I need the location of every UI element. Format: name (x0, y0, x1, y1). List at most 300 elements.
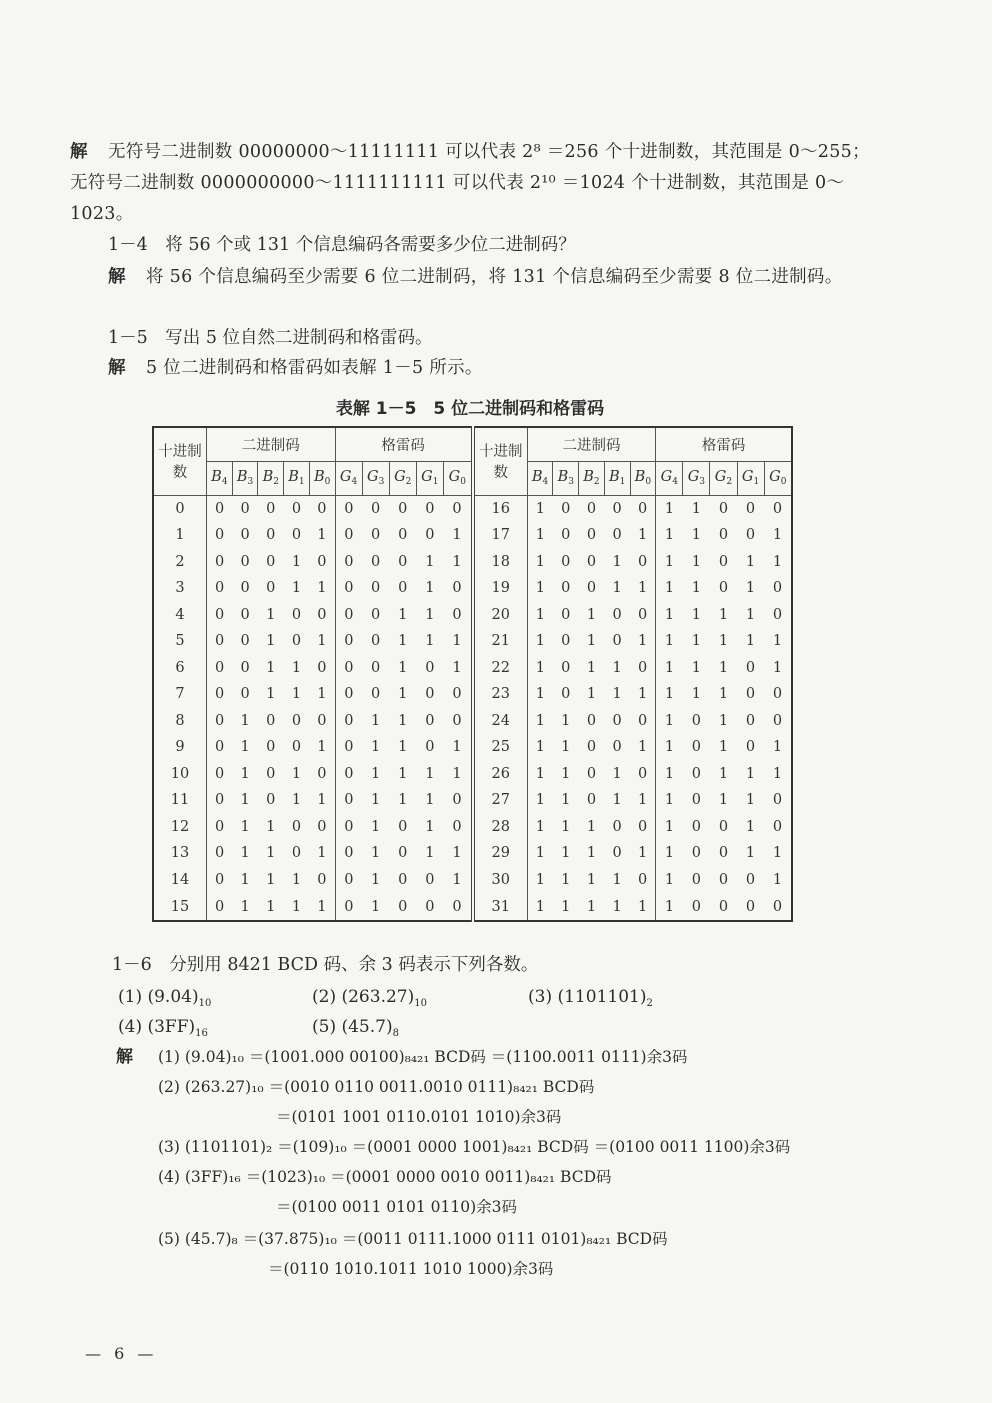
binary-bit-cell: 0 (240, 633, 250, 650)
decimal-cell: 26 (473, 761, 528, 788)
binary-bit-cell: 0 (291, 500, 302, 517)
gray-bit-cell: 0 (425, 739, 435, 756)
binary-bit-cell: 0 (207, 761, 233, 788)
binary-bit-cell: 1 (266, 871, 276, 888)
gray-bit-cell: 0 (718, 500, 729, 517)
binary-bit-cell: 0 (586, 500, 597, 517)
bit-subscript: 1 (432, 477, 439, 487)
table-row (153, 840, 792, 867)
binary-bit-cell: 1 (527, 761, 553, 788)
bit-subscript: 3 (247, 477, 254, 487)
binary-bit-cell: 0 (207, 867, 233, 894)
binary-bit-cell: 1 (638, 739, 648, 756)
gray-bit-cell: 1 (772, 765, 783, 782)
gray-bit-cell: 0 (335, 814, 362, 841)
gray-bit-cell: 0 (691, 765, 701, 782)
binary-bit-cell: 1 (612, 553, 622, 570)
gray-bit-cell: 1 (718, 765, 729, 782)
binary-bit-cell: 0 (266, 739, 276, 756)
binary-bit-cell: 1 (527, 655, 553, 682)
header-decimal-left (153, 427, 207, 495)
gray-bit-cell: 1 (656, 628, 683, 655)
binary-bit-cell: 0 (240, 659, 250, 676)
gray-bit-cell: 1 (452, 553, 462, 570)
bin-bit-header (207, 461, 233, 495)
bit-letter: G (339, 469, 352, 485)
gray-bit-cell: 1 (425, 792, 435, 809)
gray-bit-cell: 1 (371, 871, 381, 888)
gray-bit-cell: 0 (425, 659, 435, 676)
gray-bit-cell: 1 (745, 606, 756, 623)
binary-bit-cell: 0 (561, 606, 571, 623)
bit-subscript: 1 (753, 477, 760, 487)
binary-bit-cell: 1 (527, 734, 553, 761)
gray-bit-cell: 1 (656, 814, 683, 841)
binary-bit-cell: 1 (561, 792, 571, 809)
decimal-cell: 25 (473, 734, 528, 761)
gray-bit-cell: 1 (398, 606, 408, 623)
binary-bit-cell: 1 (586, 659, 597, 676)
binary-bit-cell: 0 (586, 712, 597, 729)
gray-bit-cell: 1 (656, 655, 683, 682)
gray-bit-cell: 0 (335, 575, 362, 602)
answer-text: 5 位二进制码和格雷码如表解 1－5 所示。 (146, 358, 483, 378)
binary-bit-cell: 0 (586, 580, 597, 597)
table-row (153, 787, 792, 814)
gray-bit-cell: 0 (335, 681, 362, 708)
gray-bit-cell: 0 (398, 898, 408, 915)
gray-bit-cell: 1 (745, 553, 756, 570)
binary-bit-cell: 1 (527, 893, 553, 921)
binary-bit-cell: 0 (586, 792, 597, 809)
binary-bit-cell: 1 (527, 522, 553, 549)
binary-bit-cell: 0 (207, 734, 233, 761)
gray-bit-cell: 1 (656, 602, 683, 629)
decimal-cell: 29 (473, 840, 528, 867)
table-row (153, 628, 792, 655)
gray-bit-cell: 1 (371, 818, 381, 835)
decimal-cell: 10 (170, 765, 190, 782)
gray-bit-cell: 1 (371, 712, 381, 729)
decimal-cell: 30 (473, 867, 528, 894)
binary-bit-cell: 1 (527, 628, 553, 655)
gray-bit-cell: 0 (772, 898, 783, 915)
q16-item-sub: 2 (646, 998, 653, 1009)
bit-letter: G (660, 469, 673, 485)
bit-subscript: 4 (221, 477, 228, 487)
gray-bit-cell: 0 (452, 580, 462, 597)
bit-letter: B (583, 469, 594, 485)
gray-bit-cell: 0 (691, 898, 701, 915)
bit-letter: B (262, 469, 274, 485)
gray-bit-cell: 1 (371, 765, 381, 782)
gray-bit-cell: 1 (452, 765, 462, 782)
gray-bit-cell: 0 (371, 500, 381, 517)
binary-bit-cell: 1 (266, 898, 276, 915)
gray-bit-cell: 0 (452, 500, 462, 517)
bit-letter: B (634, 469, 646, 485)
gray-bit-cell: 0 (745, 500, 756, 517)
bit-subscript: 2 (726, 477, 733, 487)
gray-bit-cell: 1 (718, 792, 729, 809)
gray-bit-cell: 0 (425, 871, 435, 888)
gray-bit-header (443, 461, 472, 495)
gray-bit-cell: 0 (425, 527, 435, 544)
binary-bit-cell: 0 (561, 659, 571, 676)
gray-bit-cell: 0 (452, 792, 462, 809)
header-decimal-label: 十进制数 (478, 444, 523, 482)
binary-bit-cell: 1 (266, 633, 276, 650)
binary-bit-cell: 0 (612, 606, 622, 623)
gray-bit-cell: 1 (772, 739, 783, 756)
gray-bit-cell: 0 (335, 787, 362, 814)
bit-subscript: 0 (324, 477, 331, 487)
gray-bit-cell: 1 (452, 659, 462, 676)
gray-bit-cell: 0 (718, 845, 729, 862)
gray-bit-cell: 1 (745, 580, 756, 597)
bit-subscript: 2 (273, 477, 279, 487)
gray-bit-cell: 1 (398, 792, 408, 809)
binary-bit-cell: 0 (207, 522, 233, 549)
a16-line-8: ＝(0110 1010.1011 1010 1000)余3码 (268, 1260, 554, 1278)
gray-bit-cell: 0 (398, 500, 408, 517)
binary-bit-cell: 1 (638, 580, 648, 597)
binary-bit-cell: 1 (317, 739, 327, 756)
decimal-cell: 6 (175, 659, 185, 676)
bit-subscript: 4 (542, 477, 549, 487)
binary-bit-cell: 1 (612, 659, 622, 676)
gray-bit-cell: 0 (371, 686, 381, 703)
binary-bit-cell: 1 (561, 765, 571, 782)
bit-subscript: 4 (351, 477, 358, 487)
binary-bit-cell: 1 (638, 792, 648, 809)
gray-bit-cell: 0 (335, 761, 362, 788)
gray-bit-cell: 0 (425, 898, 435, 915)
bit-letter: B (557, 469, 569, 485)
code-table (152, 426, 793, 922)
binary-bit-cell: 0 (561, 500, 571, 517)
binary-bit-cell: 0 (612, 500, 622, 517)
binary-bit-cell: 0 (561, 633, 571, 650)
q16-item-text: (2) (263.27) (312, 987, 415, 1007)
q16-item-sub: 10 (198, 998, 212, 1009)
table-row (153, 893, 792, 921)
answer-text: 无符号二进制数 00000000～11111111 可以代表 2⁸ ＝256 个十进制数，其范围是 0～255；无符号二进制数 0000000000～1111111111 可以代表 2¹⁰ ＝1024 个十进制数，其范围是 0～1023。 (70, 142, 870, 224)
binary-bit-cell: 1 (561, 871, 571, 888)
decimal-cell: 21 (473, 628, 528, 655)
binary-bit-cell: 0 (207, 787, 233, 814)
gray-bit-cell: 0 (745, 659, 756, 676)
gray-bit-cell: 1 (425, 633, 435, 650)
binary-bit-cell: 0 (612, 712, 622, 729)
gray-bit-cell: 0 (335, 840, 362, 867)
gray-bit-cell: 1 (371, 792, 381, 809)
gray-bit-cell: 0 (745, 712, 756, 729)
gray-bit-cell: 1 (772, 553, 783, 570)
binary-bit-cell: 0 (291, 739, 302, 756)
gray-bit-cell: 0 (772, 686, 783, 703)
gray-bit-cell: 1 (691, 686, 701, 703)
gray-bit-cell: 0 (745, 527, 756, 544)
bin-bit-header (232, 461, 258, 495)
gray-bit-cell: 0 (691, 739, 701, 756)
binary-bit-cell: 1 (240, 818, 250, 835)
answer-text: 将 56 个信息编码至少需要 6 位二进制码，将 131 个信息编码至少需要 8 位二进制码。 (146, 267, 843, 287)
gray-bit-cell: 0 (425, 712, 435, 729)
binary-bit-cell: 1 (527, 575, 553, 602)
decimal-cell: 19 (473, 575, 528, 602)
binary-bit-cell: 0 (291, 633, 302, 650)
binary-bit-cell: 1 (291, 686, 302, 703)
binary-bit-cell: 0 (207, 602, 233, 629)
binary-bit-cell: 1 (586, 871, 597, 888)
binary-bit-cell: 1 (291, 580, 302, 597)
decimal-cell: 1 (175, 527, 185, 544)
gray-bit-cell: 0 (335, 867, 362, 894)
gray-bit-cell: 1 (656, 840, 683, 867)
binary-bit-cell: 0 (638, 818, 648, 835)
bit-subscript: 3 (699, 477, 706, 487)
bit-subscript: 0 (780, 477, 787, 487)
binary-bit-cell: 1 (586, 633, 597, 650)
binary-bit-cell: 0 (561, 553, 571, 570)
binary-bit-cell: 0 (317, 765, 327, 782)
binary-bit-cell: 1 (527, 549, 553, 576)
bit-letter: B (211, 469, 222, 485)
gray-bit-cell: 1 (452, 845, 462, 862)
binary-bit-cell: 0 (266, 792, 276, 809)
binary-bit-cell: 1 (291, 765, 302, 782)
binary-bit-cell: 1 (612, 898, 622, 915)
gray-bit-cell: 1 (425, 553, 435, 570)
header-binary-right (527, 427, 656, 461)
gray-bit-cell: 1 (691, 633, 701, 650)
decimal-cell: 23 (473, 681, 528, 708)
binary-bit-cell: 0 (612, 527, 622, 544)
binary-bit-cell: 1 (561, 898, 571, 915)
binary-bit-cell: 0 (240, 527, 250, 544)
binary-bit-cell: 0 (638, 871, 648, 888)
gray-bit-cell: 1 (398, 739, 408, 756)
bit-subscript: 4 (672, 477, 678, 487)
binary-bit-cell: 1 (240, 792, 250, 809)
question-1-5: 1－5 写出 5 位自然二进制码和格雷码。 (108, 328, 433, 348)
decimal-cell: 5 (175, 633, 185, 650)
binary-bit-cell: 1 (240, 845, 250, 862)
table-body (153, 495, 792, 921)
table-row (153, 522, 792, 549)
header-binary-left (207, 427, 336, 461)
gray-bit-cell: 1 (718, 739, 729, 756)
gray-bit-header (683, 461, 710, 495)
gray-bit-header (764, 461, 792, 495)
a16-line-5: (4) (3FF)₁₆ ＝(1023)₁₀ ＝(0001 0000 0010 0011)₈₄₂₁ BCD码 (158, 1168, 612, 1186)
gray-bit-cell: 1 (452, 633, 462, 650)
gray-bit-cell: 0 (772, 500, 783, 517)
binary-bit-cell: 0 (586, 553, 597, 570)
bin-bit-header (258, 461, 284, 495)
binary-bit-cell: 1 (561, 712, 571, 729)
binary-bit-cell: 0 (317, 712, 327, 729)
gray-bit-cell: 0 (691, 845, 701, 862)
gray-bit-cell: 1 (656, 734, 683, 761)
binary-bit-cell: 0 (612, 633, 622, 650)
binary-bit-cell: 0 (240, 553, 250, 570)
binary-bit-cell: 1 (586, 898, 597, 915)
bit-letter: B (236, 469, 248, 485)
bit-letter: G (448, 469, 461, 485)
bit-letter: B (288, 469, 299, 485)
binary-bit-cell: 0 (266, 712, 276, 729)
binary-bit-cell: 0 (317, 871, 327, 888)
binary-bit-cell: 1 (317, 686, 327, 703)
gray-bit-header (335, 461, 362, 495)
binary-bit-cell: 0 (612, 818, 622, 835)
gray-bit-cell: 0 (398, 871, 408, 888)
binary-bit-cell: 1 (266, 818, 276, 835)
binary-bit-cell: 0 (207, 893, 233, 921)
answer-paragraph-1-4 (70, 262, 870, 293)
gray-bit-cell: 1 (656, 787, 683, 814)
binary-bit-cell: 0 (207, 814, 233, 841)
bit-subscript: 1 (298, 477, 305, 487)
gray-bit-cell: 0 (335, 655, 362, 682)
gray-bit-cell: 0 (772, 580, 783, 597)
answer-label: 解 (108, 267, 126, 287)
gray-bit-cell: 0 (772, 818, 783, 835)
bit-letter: G (421, 469, 433, 485)
binary-bit-cell: 1 (586, 845, 597, 862)
gray-bit-cell: 0 (745, 686, 756, 703)
decimal-cell: 24 (473, 708, 528, 735)
binary-bit-cell: 1 (240, 871, 250, 888)
binary-bit-cell: 0 (586, 739, 597, 756)
binary-bit-cell: 1 (638, 845, 648, 862)
bit-subscript: 0 (460, 477, 466, 487)
header-decimal-right (473, 427, 528, 495)
decimal-cell: 27 (473, 787, 528, 814)
q16-item-sub: 16 (195, 1028, 208, 1039)
binary-bit-cell: 0 (291, 527, 302, 544)
table-row (153, 681, 792, 708)
gray-bit-cell: 0 (398, 580, 408, 597)
gray-bit-cell: 1 (398, 712, 408, 729)
binary-bit-cell: 0 (207, 628, 233, 655)
binary-bit-cell: 1 (291, 898, 302, 915)
decimal-cell: 14 (170, 871, 190, 888)
gray-bit-cell: 1 (656, 681, 683, 708)
a16-line-4: (3) (1101101)₂ ＝(109)₁₀ ＝(0001 0000 1001)₈₄₂₁ BCD码 ＝(0100 0011 1100)余3码 (158, 1138, 791, 1156)
binary-bit-cell: 1 (317, 633, 327, 650)
gray-bit-cell: 0 (452, 606, 462, 623)
decimal-cell: 20 (473, 602, 528, 629)
question-1-4: 1－4 将 56 个或 131 个信息编码各需要多少位二进制码？ (108, 235, 576, 255)
binary-bit-cell: 1 (612, 686, 622, 703)
binary-bit-cell: 1 (317, 527, 327, 544)
header-gray-label: 格雷码 (701, 437, 746, 454)
gray-bit-cell: 0 (335, 893, 362, 921)
binary-bit-cell: 1 (561, 818, 571, 835)
gray-bit-cell: 0 (371, 606, 381, 623)
binary-bit-cell: 0 (638, 553, 648, 570)
gray-bit-cell: 1 (656, 893, 683, 921)
gray-bit-cell: 0 (371, 659, 381, 676)
bit-letter: G (714, 469, 727, 485)
binary-bit-cell: 1 (317, 580, 327, 597)
binary-bit-cell: 0 (317, 606, 327, 623)
bin-bit-header (527, 461, 553, 495)
binary-bit-cell: 1 (527, 681, 553, 708)
gray-bit-cell: 1 (691, 527, 701, 544)
gray-bit-cell: 1 (718, 606, 729, 623)
gray-bit-cell: 1 (656, 495, 683, 522)
gray-bit-cell: 1 (371, 739, 381, 756)
answer-paragraph-1-5 (70, 353, 870, 384)
binary-gray-table (152, 426, 793, 922)
gray-bit-cell: 0 (425, 500, 435, 517)
binary-bit-cell: 0 (207, 840, 233, 867)
gray-bit-cell: 0 (718, 553, 729, 570)
q16-item-text: (4) (3FF) (118, 1017, 196, 1037)
gray-bit-cell: 0 (335, 628, 362, 655)
table-row (153, 814, 792, 841)
bit-subscript: 2 (405, 477, 412, 487)
gray-bit-cell: 1 (718, 686, 729, 703)
binary-bit-cell: 1 (586, 818, 597, 835)
bit-header-row (153, 461, 792, 495)
q16-item-sub: 8 (392, 1028, 399, 1039)
binary-bit-cell: 0 (207, 549, 233, 576)
gray-bit-cell: 1 (745, 765, 756, 782)
gray-bit-cell: 0 (718, 580, 729, 597)
binary-bit-cell: 1 (266, 606, 276, 623)
gray-bit-header (416, 461, 443, 495)
table-row (153, 761, 792, 788)
gray-bit-cell: 0 (335, 708, 362, 735)
gray-bit-cell: 0 (371, 580, 381, 597)
answer-label: 解 (108, 358, 126, 378)
bin-bit-header (553, 461, 579, 495)
binary-bit-cell: 1 (266, 686, 276, 703)
bit-letter: G (687, 469, 700, 485)
gray-bit-cell: 1 (718, 633, 729, 650)
gray-bit-cell: 0 (371, 527, 381, 544)
gray-bit-cell: 1 (691, 500, 701, 517)
binary-bit-cell: 1 (527, 814, 553, 841)
binary-bit-cell: 1 (527, 867, 553, 894)
binary-bit-cell: 0 (240, 580, 250, 597)
answer-label: 解 (70, 142, 88, 162)
gray-bit-cell: 0 (691, 712, 701, 729)
binary-bit-cell: 0 (561, 686, 571, 703)
a16-line-3: ＝(0101 1001 0110.0101 1010)余3码 (276, 1108, 562, 1126)
binary-bit-cell: 0 (612, 739, 622, 756)
answer-label-1-6: 解 (116, 1047, 133, 1067)
gray-bit-cell: 0 (772, 606, 783, 623)
binary-bit-cell: 1 (527, 495, 553, 522)
table-row (153, 655, 792, 682)
gray-bit-cell: 1 (656, 708, 683, 735)
bin-bit-header (604, 461, 630, 495)
bit-letter: G (769, 469, 781, 485)
binary-bit-cell: 1 (291, 871, 302, 888)
binary-bit-cell: 1 (266, 845, 276, 862)
decimal-cell: 9 (175, 739, 185, 756)
binary-bit-cell: 0 (638, 659, 648, 676)
gray-bit-header (389, 461, 416, 495)
gray-bit-header (737, 461, 764, 495)
gray-bit-cell: 1 (656, 549, 683, 576)
